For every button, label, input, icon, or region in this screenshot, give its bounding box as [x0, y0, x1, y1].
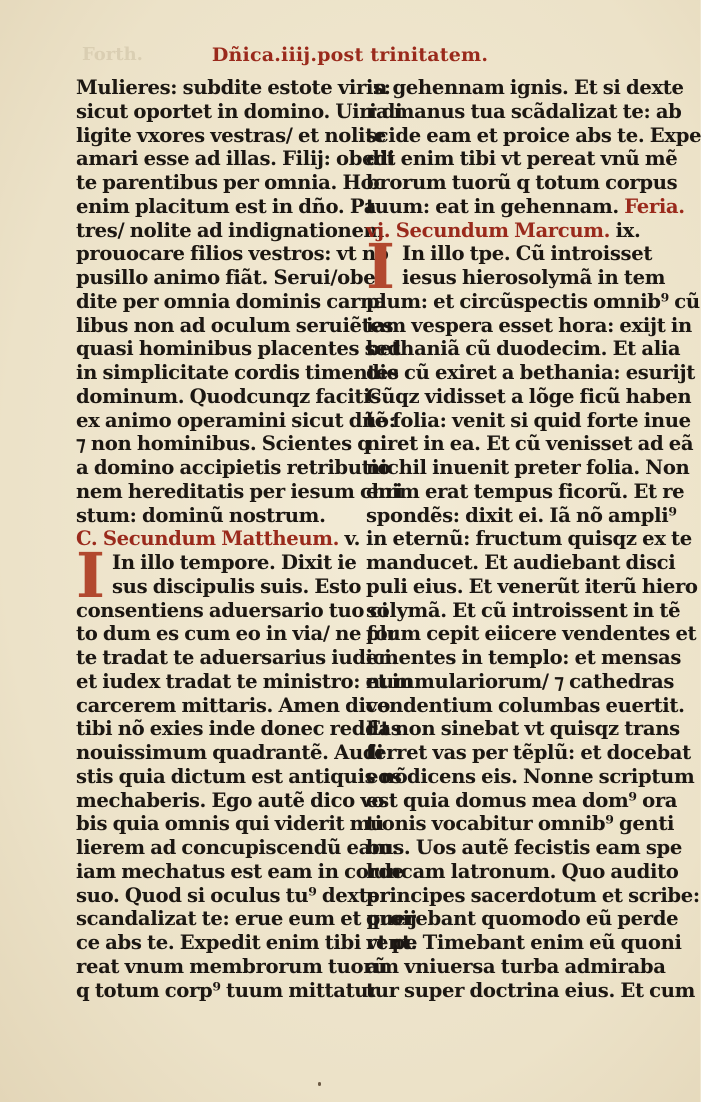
- text-line: [366, 907, 679, 931]
- text-line: [366, 408, 691, 433]
- text-line: [76, 978, 379, 1003]
- text-line: [366, 147, 678, 171]
- text-line: [366, 313, 692, 338]
- text-line: [76, 575, 366, 599]
- line-text: querebant quomodo eũ perde: [366, 907, 679, 931]
- text-line: [76, 954, 388, 979]
- text-line: [76, 717, 402, 741]
- text-line: [366, 859, 679, 884]
- line-text: nichil inuenit preter folia. Non: [366, 456, 690, 479]
- text-line: [366, 123, 701, 148]
- line-text: tionis vocabitur omnib⁹ genti: [366, 812, 675, 836]
- text-line: [76, 432, 371, 456]
- line-text: nummulariorum/ ⁊ cathedras: [366, 669, 675, 693]
- line-text: bethaniã cũ duodecim. Et alia: [366, 337, 681, 361]
- line-text: lierem ad concupiscendũ eam:: [76, 836, 399, 859]
- line-text: scandalizat te: erue eum et proij: [76, 907, 417, 931]
- text-line: [366, 503, 677, 528]
- line-text: ce abs te. Expedit enim tibi vt pe: [76, 931, 418, 954]
- text-line: [366, 574, 698, 599]
- line-text: bis quia omnis qui viderit mu: [76, 812, 384, 836]
- text-line: [366, 646, 682, 670]
- line-text: ex animo operamini sicut dño:: [76, 408, 396, 432]
- rubric-text: Feria.: [624, 194, 685, 218]
- line-text: tibi nõ exies inde donec reddas: [76, 717, 402, 741]
- text-line: [76, 622, 398, 646]
- text-line: [76, 764, 408, 789]
- text-line: [366, 194, 685, 219]
- text-line: [76, 883, 390, 908]
- line-text: q totum corp⁹ tuum mittatur: [76, 978, 379, 1002]
- text-line: [76, 907, 417, 931]
- text-line: [76, 337, 401, 361]
- line-text: dominum. Quodcunqz facitis: [76, 384, 381, 408]
- text-line: [366, 669, 675, 694]
- text-line: [76, 693, 390, 718]
- line-text: niret in ea. Et cũ venisset ad eã: [366, 432, 694, 456]
- line-text: In illo tpe. Cũ introisset: [402, 242, 653, 266]
- line-text: spondẽs: dixit ei. Iã nõ ampli⁹: [366, 503, 677, 527]
- line-text: plum cepit eiicere vendentes et: [366, 622, 697, 646]
- line-text: bus. Uos autẽ fecistis eam spe: [366, 836, 682, 859]
- text-line: [366, 622, 697, 646]
- line-text: v.: [339, 527, 361, 551]
- line-text: libus non ad oculum seruiẽtes: [76, 313, 394, 337]
- text-line: [76, 812, 384, 836]
- line-text: enim placitum est in dño. Pa: [76, 194, 377, 218]
- line-text: prouocare filios vestros: vt nõ: [76, 242, 389, 266]
- text-line: [366, 598, 681, 623]
- line-text: nouissimum quadrantẽ. Audi: [76, 741, 384, 764]
- text-line: [366, 764, 695, 789]
- text-line: [366, 693, 685, 718]
- text-line: [366, 931, 682, 955]
- line-text: ra manus tua scãdalizat te: ab: [366, 99, 682, 123]
- line-text: ligite vxores vestras/ et nolite: [76, 123, 386, 147]
- text-line: [76, 479, 403, 504]
- text-line: [366, 717, 680, 741]
- text-line: [76, 147, 395, 171]
- text-line: [76, 669, 413, 694]
- line-text: reat vnum membrorum tuorũ: [76, 954, 388, 978]
- text-line: [76, 99, 403, 124]
- line-text: in simplicitate cordis timentes: [76, 361, 399, 384]
- text-line: [76, 741, 384, 765]
- text-line: [76, 384, 381, 409]
- running-head: Dñica.iiij.post trinitatem.: [211, 44, 489, 66]
- line-text: nem hereditatis per iesum chri: [76, 479, 403, 503]
- text-line: [76, 289, 387, 314]
- text-line: [366, 219, 656, 243]
- line-text: dite per omnia dominis carna: [76, 289, 387, 313]
- line-text: est quia domus mea dom⁹ ora: [366, 788, 678, 812]
- text-line: [366, 337, 681, 361]
- text-line: [366, 788, 678, 813]
- text-line: [366, 76, 684, 100]
- line-text: tuum: eat in gehennam.: [366, 194, 625, 218]
- right-column: [366, 76, 701, 1002]
- text-line: [76, 313, 394, 338]
- line-text: a domino accipietis retributio: [76, 456, 391, 479]
- line-text: to dum es cum eo in via/ ne for: [76, 622, 398, 646]
- line-text: solymã. Et cũ introissent in tẽ: [366, 598, 681, 622]
- line-text: et iudex tradat te ministro: et in: [76, 669, 413, 693]
- line-text: brorum tuorũ q totum corpus: [366, 171, 678, 194]
- line-text: te parentibus per omnia. Hoc: [76, 171, 385, 194]
- line-text: amari esse ad illas. Filij: obedi: [76, 147, 395, 171]
- line-text: principes sacerdotum et scribe:: [366, 883, 700, 907]
- text-line: [76, 242, 389, 266]
- text-line: [366, 883, 700, 908]
- line-text: Mulieres: subdite estote viris:: [76, 76, 391, 99]
- text-line: [76, 361, 399, 385]
- line-text: stis quia dictum est antiquis nõ: [76, 764, 408, 788]
- line-text: te tradat te aduersarius iudici:: [76, 646, 399, 669]
- line-text: luncam latronum. Quo audito: [366, 859, 679, 883]
- text-line: [366, 99, 682, 124]
- text-line: [76, 931, 418, 955]
- text-line: [366, 266, 666, 290]
- line-text: enim erat tempus ficorũ. Et re: [366, 479, 685, 503]
- line-text: scide eam et proice abs te. Expe: [366, 123, 701, 147]
- line-text: vendentium columbas euertit.: [366, 693, 685, 717]
- line-text: consentiens aduersario tuo ci: [76, 598, 389, 622]
- line-text: iam mechatus est eam in corde: [76, 859, 404, 883]
- line-text: iesus hierosolymã in tem: [402, 266, 666, 289]
- text-line: [76, 194, 377, 219]
- text-line: [76, 123, 386, 148]
- text-line: [366, 551, 676, 575]
- line-text: mechaberis. Ego autẽ dico vo: [76, 788, 385, 812]
- text-line: [76, 527, 366, 551]
- line-text: am vniuersa turba admiraba: [366, 954, 666, 978]
- text-line: [76, 171, 385, 195]
- line-text: tur super doctrina eius. Et cum: [366, 978, 696, 1002]
- line-text: stum: dominũ nostrum.: [76, 503, 326, 527]
- text-line: [366, 836, 682, 860]
- text-line: [366, 361, 695, 385]
- line-text: ix.: [610, 218, 641, 242]
- line-text: sus discipulis suis. Esto: [112, 574, 362, 598]
- text-line: [366, 527, 692, 551]
- line-text: in gehennam ignis. Et si dexte: [366, 76, 684, 99]
- text-line: [76, 859, 404, 884]
- line-text: in eternũ: fructum quisqz ex te: [366, 527, 692, 551]
- text-line: [366, 289, 700, 314]
- text-line: [76, 504, 366, 528]
- line-text: iam vespera esset hora: exijt in: [366, 313, 692, 337]
- line-text: dit enim tibi vt pereat vnũ mẽ: [366, 147, 678, 171]
- drop-cap-initial: I: [76, 539, 105, 612]
- line-text: pusillo animo fiãt. Serui/obe: [76, 266, 376, 289]
- line-text: Cũqz vidisset a lõge ficũ haben: [366, 384, 692, 408]
- rubric-text: vj. Secundum Marcum.: [366, 218, 611, 242]
- line-text: tẽ folia: venit si quid forte inue: [366, 408, 691, 432]
- line-text: ementes in templo: et mensas: [366, 646, 682, 669]
- line-text: eos dicens eis. Nonne scriptum: [366, 764, 695, 788]
- text-line: [366, 954, 666, 979]
- line-text: rent. Timebant enim eũ quoni: [366, 931, 682, 954]
- text-line: [366, 812, 675, 836]
- line-text: tres/ nolite ad indignationem: [76, 218, 384, 242]
- text-line: [76, 598, 389, 623]
- text-line: [366, 978, 696, 1003]
- text-line: [366, 432, 694, 456]
- line-text: sicut oportet in domino. Uiri di: [76, 99, 403, 123]
- line-text: puli eius. Et venerũt iterũ hiero: [366, 574, 698, 598]
- line-text: ⁊ non hominibus. Scientes q: [76, 432, 371, 456]
- line-text: Et non sinebat vt quisqz trans: [366, 717, 680, 741]
- text-line: [76, 456, 391, 480]
- text-line: [76, 788, 385, 813]
- text-line: [76, 218, 384, 243]
- text-line: [76, 408, 396, 433]
- text-line: [366, 456, 690, 480]
- text-line: [366, 741, 691, 765]
- rubric-text: C. Secundum Mattheum.: [76, 527, 340, 551]
- text-line: [76, 836, 399, 860]
- text-line: [76, 266, 376, 290]
- line-text: die cũ exiret a bethania: esurijt: [366, 361, 695, 384]
- line-text: manducet. Et audiebant disci: [366, 551, 676, 574]
- line-text: In illo tempore. Dixit ie: [112, 551, 357, 574]
- drop-cap-initial: I: [366, 230, 395, 304]
- text-line: [76, 646, 399, 670]
- left-column: [76, 76, 418, 1002]
- text-line: [366, 479, 685, 504]
- bleed-through-text: Forth.: [82, 44, 143, 65]
- page-speck: [318, 1082, 321, 1086]
- line-text: ferret vas per tẽplũ: et docebat: [366, 741, 691, 764]
- text-line: [366, 171, 678, 195]
- text-line: [366, 384, 692, 409]
- line-text: plum: et circũspectis omnib⁹ cũ: [366, 289, 700, 313]
- line-text: quasi hominibus placentes sed: [76, 337, 401, 361]
- text-line: [76, 76, 391, 100]
- line-text: carcerem mittaris. Amen dico: [76, 693, 390, 717]
- line-text: suo. Quod si oculus tu⁹ dexter: [76, 883, 390, 907]
